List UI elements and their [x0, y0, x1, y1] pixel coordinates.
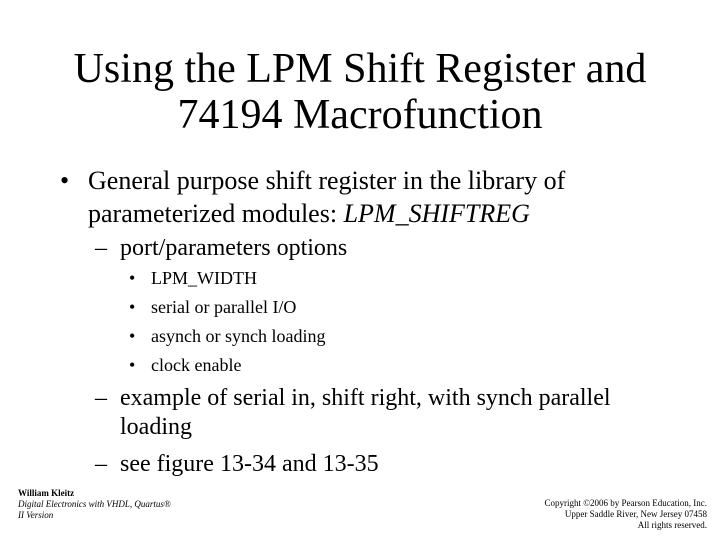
bullet-1-line-2: [88, 199, 530, 229]
sub-bullet-see-figure: see figure 13-34 and 13-35: [120, 451, 379, 477]
subsub-bullet-marker: •: [129, 326, 136, 346]
sub-bullet-example-line-1: example of serial in, shift right, with synch parallel: [120, 385, 611, 411]
subsub-item-serial-parallel: serial or parallel I/O: [151, 297, 297, 317]
footer-book-info: [18, 488, 171, 521]
bullet-1-line-1: General purpose shift register in the library of: [88, 166, 566, 195]
title-line-1: Using the LPM Shift Register and: [73, 46, 647, 92]
subsub-item-loading: asynch or synch loading: [151, 326, 326, 346]
bullet-marker: •: [60, 166, 70, 195]
sub-bullet-marker: –: [95, 451, 107, 477]
copyright-line-2: Upper Saddle River, New Jersey 07458: [564, 509, 707, 519]
bullet-1-line-2-text: parameterized modules:: [88, 199, 344, 228]
subsub-item-clock-enable: clock enable: [151, 355, 242, 375]
title-line-2: 74194 Macrofunction: [177, 92, 543, 138]
footer-author: William Kleitz: [18, 488, 75, 498]
footer-book-title-line-1: Digital Electronics with VHDL, Quartus®: [18, 499, 171, 509]
footer-copyright: [544, 498, 707, 531]
slide-title: [40, 46, 680, 138]
subsub-item-lpm-width: LPM_WIDTH: [151, 268, 257, 288]
subsub-bullet-marker: •: [129, 355, 136, 375]
copyright-line-1: Copyright ©2006 by Pearson Education, Inc.: [544, 498, 707, 508]
subsub-bullet-marker: •: [129, 297, 136, 317]
copyright-line-3: All rights reserved.: [637, 520, 707, 530]
sub-bullet-example-line-2: loading: [120, 414, 192, 440]
footer-book-title-line-2: II Version: [18, 510, 54, 520]
sub-bullet-marker: –: [95, 235, 107, 261]
sub-bullet-marker: –: [95, 385, 107, 411]
sub-bullet-port-parameters: port/parameters options: [120, 235, 348, 261]
subsub-bullet-marker: •: [129, 268, 136, 288]
lpm-shiftreg-label: LPM_SHIFTREG: [343, 199, 530, 228]
